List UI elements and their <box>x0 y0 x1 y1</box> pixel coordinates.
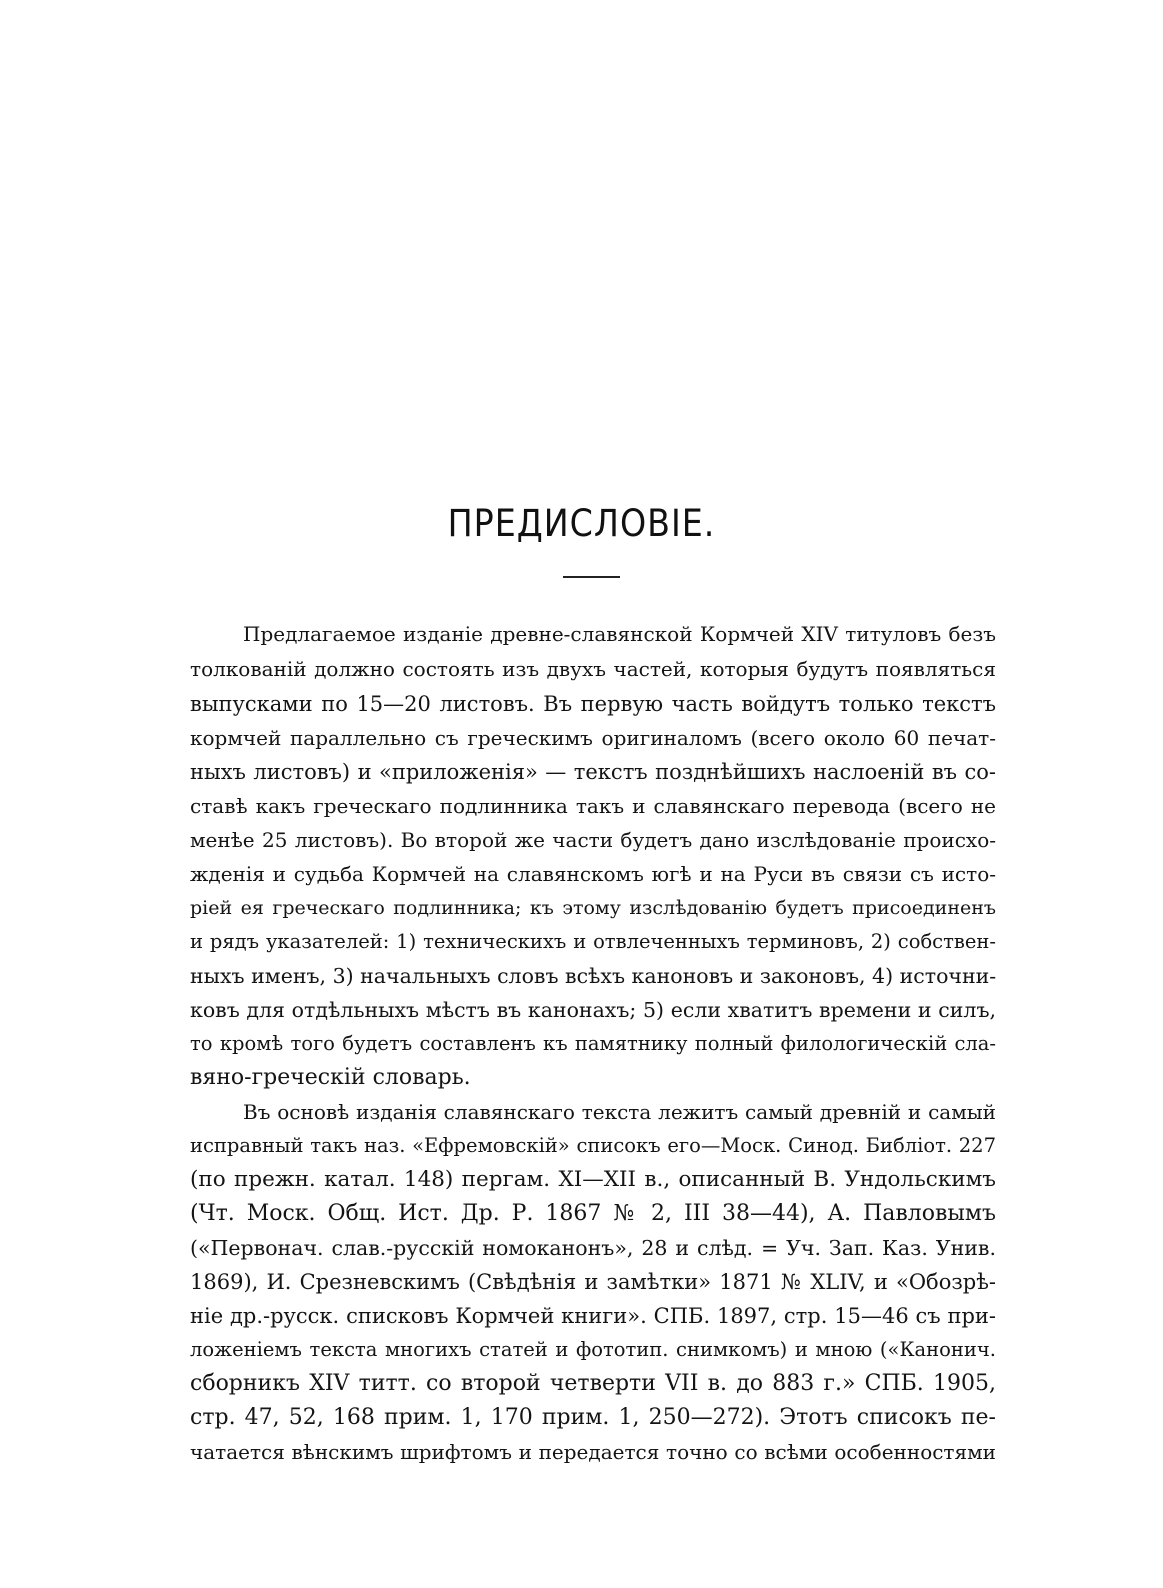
text-line: ложеніемъ текста многихъ статей и фототип. снимкомъ) и мною («Канонич. <box>190 1338 996 1361</box>
text-line: толкованій должно состоять изъ двухъ частей, которыя будутъ появляться <box>190 657 996 681</box>
page-title: ПРЕДИСЛОВІЕ. <box>447 502 716 545</box>
text-line: вяно-греческій словарь. <box>190 1065 471 1090</box>
text-line: («Первонач. слав.-русскій номоканонъ», 28 и слѣд. = Уч. Зап. Каз. Унив. <box>190 1236 996 1260</box>
text-line: то кромѣ того будетъ составленъ къ памятнику полный филологическій сла- <box>190 1032 996 1055</box>
text-line: ставѣ какъ греческаго подлинника такъ и славянскаго перевода (всего не <box>190 794 996 818</box>
text-line: жденія и судьба Кормчей на славянскомъ югѣ и на Руси въ связи съ исто- <box>190 862 996 886</box>
text-line: сборникъ XIV титт. со второй четверти VII в. до 883 г.» СПБ. 1905, <box>190 1371 996 1396</box>
text-line: ріей ея греческаго подлинника; къ этому изслѣдованію будетъ присоединенъ <box>190 897 996 919</box>
text-line: менѣе 25 листовъ). Во второй же части будетъ дано изслѣдованіе происхо- <box>190 828 996 852</box>
text-line: исправный такъ наз. «Ефремовскій» списокъ его—Моск. Синод. Библіот. 227 <box>190 1134 996 1157</box>
text-line: стр. 47, 52, 168 прим. 1, 170 прим. 1, 250—272). Этотъ списокъ пе- <box>190 1405 996 1430</box>
title-divider <box>563 576 620 578</box>
text-line: (Чт. Моск. Общ. Ист. Др. Р. 1867 № 2, III 38—44), А. Павловымъ <box>190 1201 996 1226</box>
text-line: Въ основѣ изданія славянскаго текста лежитъ самый древній и самый <box>243 1100 996 1124</box>
text-line: выпусками по 15—20 листовъ. Въ первую часть войдутъ только текстъ <box>190 692 996 716</box>
text-line: (по прежн. катал. 148) пергам. XI—XII в., описанный В. Ундольскимъ <box>190 1167 996 1192</box>
text-line: ныхъ листовъ) и «приложенія» — текстъ позднѣйшихъ наслоеній въ со- <box>190 760 996 784</box>
text-line: Предлагаемое изданіе древне-славянской Кормчей XIV титуловъ безъ <box>243 622 996 646</box>
text-line: и рядъ указателей: 1) техническихъ и отвлеченныхъ терминовъ, 2) собствен- <box>190 930 996 953</box>
text-line: ніе др.-русск. списковъ Кормчей книги». СПБ. 1897, стр. 15—46 съ при- <box>190 1304 996 1328</box>
text-line: ныхъ именъ, 3) начальныхъ словъ всѣхъ каноновъ и законовъ, 4) источни- <box>190 964 997 988</box>
text-line: чатается вѣнскимъ шрифтомъ и передается точно со всѣми особенностями <box>190 1440 996 1464</box>
text-line: 1869), И. Срезневскимъ (Свѣдѣнія и замѣтки» 1871 № XLIV, и «Обозрѣ- <box>190 1270 996 1294</box>
text-line: ковъ для отдѣльныхъ мѣстъ въ канонахъ; 5) если хватитъ времени и силъ, <box>190 998 996 1022</box>
text-line: кормчей параллельно съ греческимъ оригиналомъ (всего около 60 печат- <box>190 726 996 750</box>
